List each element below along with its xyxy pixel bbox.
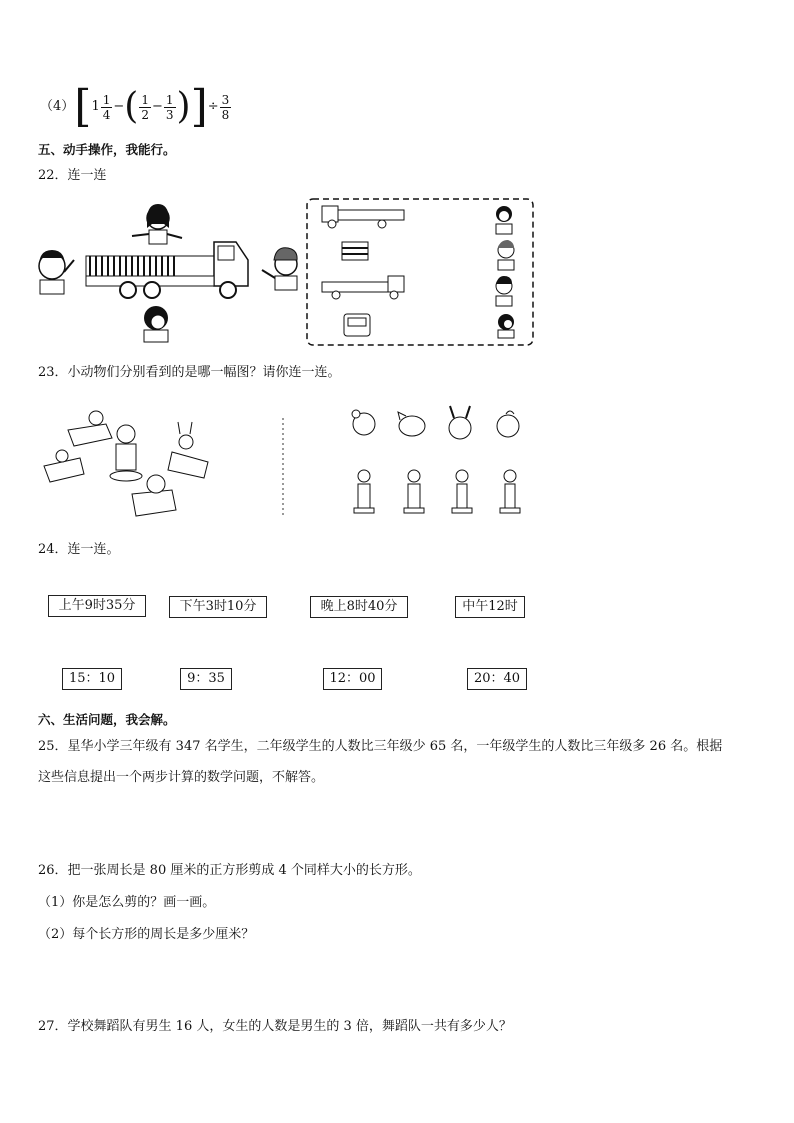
clock-time-1: 15：10 [62,668,122,690]
child-option-4-icon [498,314,514,338]
question-26-sub-2: （2）每个长方形的周长是多少厘米？ [38,927,255,942]
q22-truck-scene [36,198,296,348]
q23-divider [282,418,284,516]
policeman-side-2-icon [500,470,520,513]
girl-back-figure-icon [144,306,168,342]
question-27: 27．学校舞蹈队有男生 16 人，女生的人数是男生的 3 倍，舞蹈队一共有多少人？ [38,1019,512,1034]
mixed-whole: 1 [91,99,100,114]
expression-label: （4） [40,99,75,114]
question-25-line-2: 这些信息提出一个两步计算的数学问题，不解答。 [38,770,325,785]
left-paren: ( [124,86,139,127]
clock-time-2: 9：35 [180,668,232,690]
section-6-heading: 六、生活问题，我会解。 [38,712,176,727]
bear-face-icon [352,410,375,435]
boy-cap-figure-icon [262,248,297,290]
division-sign: ÷ [207,99,219,114]
clock-time-4: 20：40 [467,668,527,690]
chick-face-icon [497,411,519,437]
policeman-front-icon [354,470,374,513]
time-label-3: 晚上8时40分 [310,596,408,618]
truck-side-view-icon [322,206,404,228]
policeman-statue-icon [110,425,142,481]
question-22: 22．连一连 [38,168,107,183]
q23-answer-options [350,404,530,524]
rabbit-car-icon [168,422,208,478]
animal-car-4-icon [132,475,176,516]
fraction-3: $\frac{1}{3}$ [165,92,174,122]
time-label-1: 上午9时35分 [48,595,146,617]
clock-time-3: 12：00 [323,668,382,690]
truck-front-view-icon [344,314,370,336]
expression-4 [40,81,232,132]
child-option-3-icon [496,276,512,306]
truck-icon [86,242,248,298]
right-paren: ) [176,86,191,127]
section-5-heading: 五、动手操作，我能行。 [38,142,176,157]
time-label-2: 下午3时10分 [169,596,267,618]
q23-animals-scene [40,404,220,524]
question-26: 26．把一张周长是 80 厘米的正方形剪成 4 个同样大小的长方形。 [38,863,421,878]
question-23: 23．小动物们分别看到的是哪一幅图？请你连一连。 [38,365,341,380]
fraction-4: $\frac{3}{8}$ [221,92,230,122]
policeman-side-icon [452,470,472,513]
child-option-2-icon [498,240,514,270]
animal-car-1-icon [68,411,112,446]
dog-face-icon [398,412,425,436]
left-bracket: [ [74,81,92,132]
fraction-1: $\frac{1}{4}$ [102,92,111,122]
q22-answer-options [306,198,534,348]
question-24: 24．连一连。 [38,542,120,557]
child-option-1-icon [496,206,512,234]
animal-car-2-icon [44,450,84,482]
boy-figure-icon [39,250,74,294]
truck-back-view-icon [342,242,368,260]
truck-side-view-2-icon [322,276,404,299]
girl-figure-icon [132,204,182,244]
right-bracket: ] [190,81,208,132]
time-label-4: 中午12时 [455,596,525,618]
fraction-2: $\frac{1}{2}$ [141,92,149,122]
policeman-back-icon [404,470,424,513]
rabbit-face-icon [449,406,471,439]
minus-sign-2: − [151,99,163,114]
question-26-sub-1: （1）你是怎么剪的？画一画。 [38,895,216,910]
question-25-line-1: 25．星华小学三年级有 347 名学生，二年级学生的人数比三年级少 65 名，一年级学生的人数比三年级多 26 名。根据 [38,739,723,754]
minus-sign: − [113,99,125,114]
